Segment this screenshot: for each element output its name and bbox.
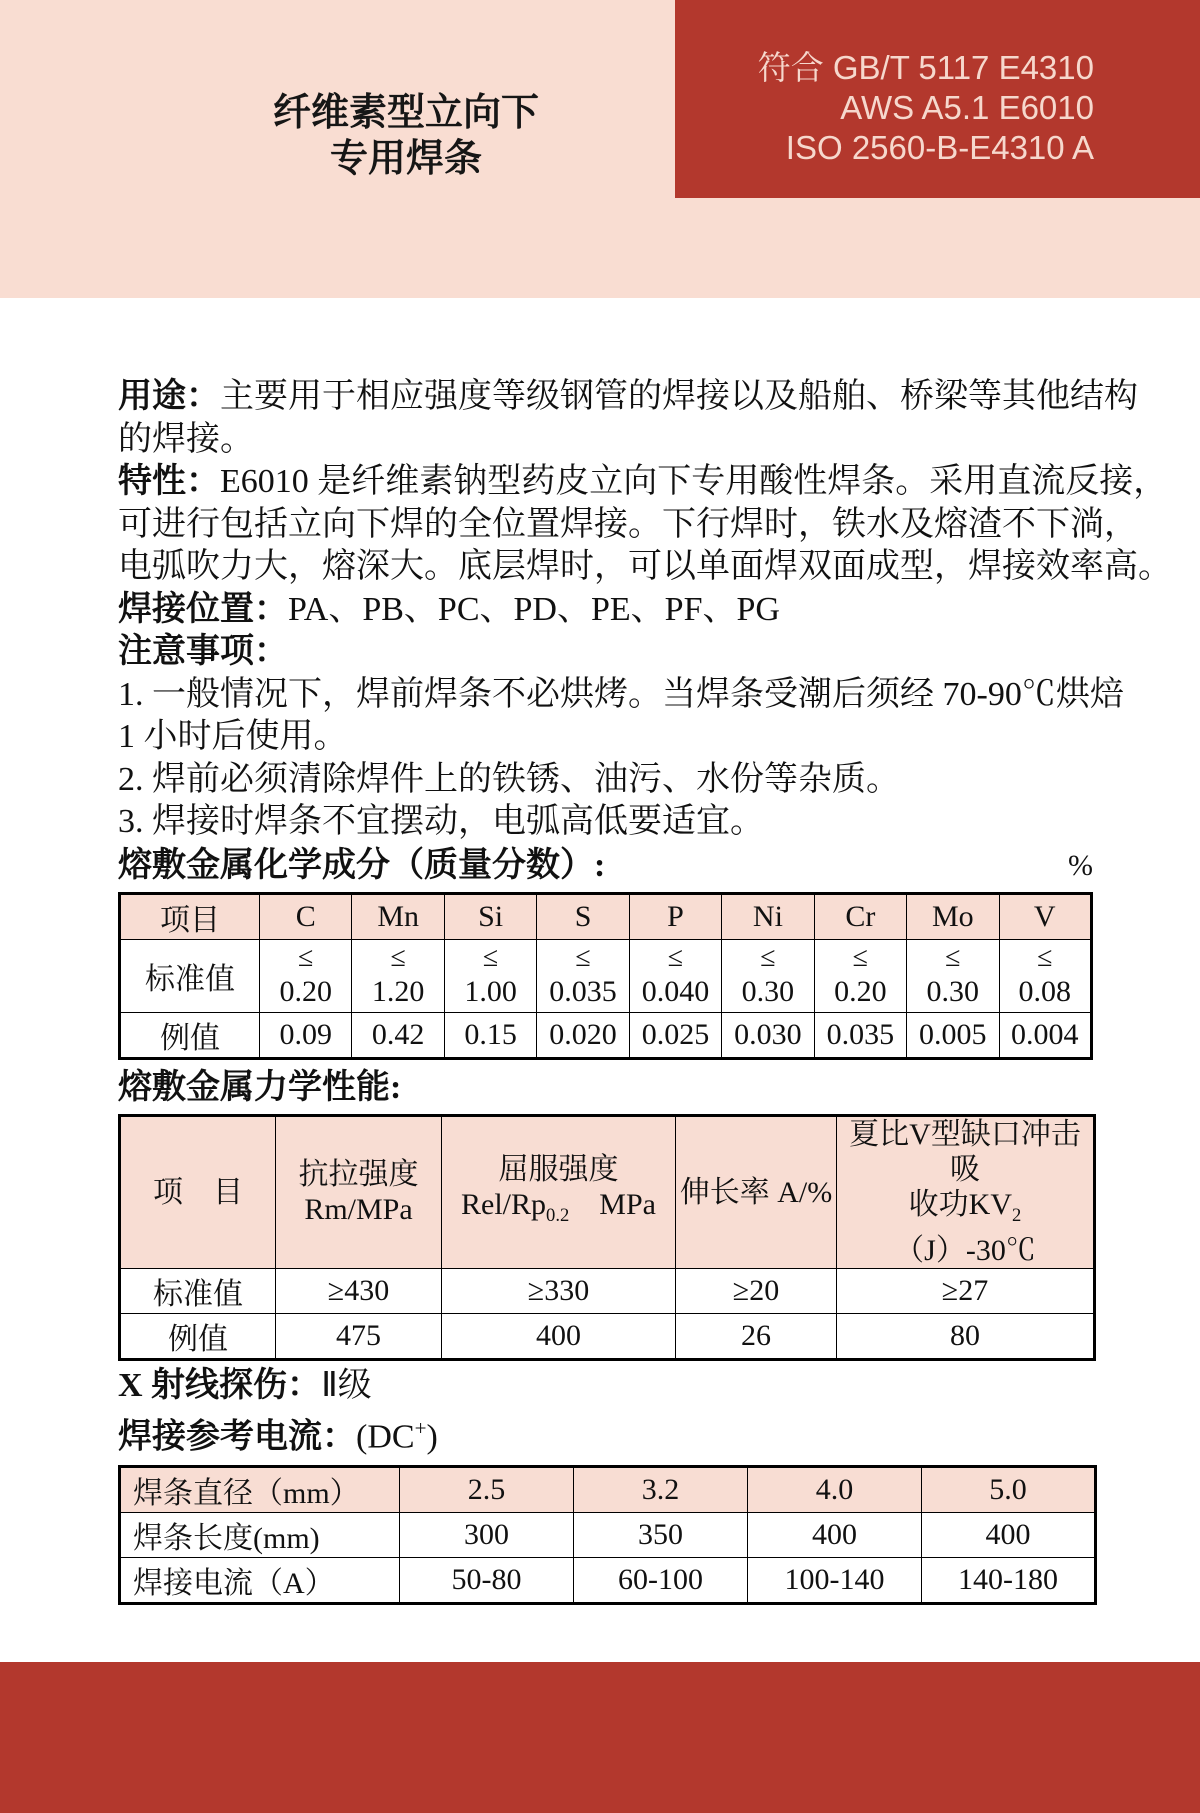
text-fragment: 主要用于相应强度等级钢管的焊接以及船舶、桥梁等其他结构 bbox=[220, 378, 1138, 415]
feature-line bbox=[118, 461, 1168, 504]
table-cell: 0.035 bbox=[814, 1012, 906, 1058]
table-cell: 140-180 bbox=[922, 1557, 1096, 1603]
table-cell: 标准值 bbox=[120, 1268, 276, 1313]
text-fragment: 特性： bbox=[118, 463, 220, 500]
usage-line bbox=[118, 419, 1093, 462]
standards-box bbox=[675, 0, 1200, 198]
table-cell: 475 bbox=[276, 1313, 442, 1359]
note-item bbox=[118, 674, 1124, 717]
text-fragment: 2. 焊前必须清除焊件上的铁锈、油污、水份等杂质。 bbox=[118, 760, 900, 798]
table-cell bbox=[722, 939, 814, 1012]
text-fragment: 屈服强度 bbox=[498, 1152, 619, 1186]
table-cell: 2.5 bbox=[400, 1466, 574, 1512]
text-fragment: 0.30 bbox=[741, 974, 795, 1008]
text-fragment: ≤ bbox=[390, 941, 406, 973]
table-cell bbox=[442, 1115, 676, 1268]
table-cell: Mn bbox=[352, 893, 444, 939]
text-fragment: Rel/Rp bbox=[461, 1187, 547, 1221]
text-fragment: ≤ bbox=[298, 941, 314, 973]
mech-section-title: 熔敷金属力学性能: bbox=[118, 1068, 402, 1106]
table-cell: 标准值 bbox=[120, 939, 260, 1012]
table-cell bbox=[629, 939, 721, 1012]
table-cell: 焊条长度(mm) bbox=[120, 1512, 400, 1557]
table-cell: 例值 bbox=[120, 1313, 276, 1359]
text-fragment: 0.040 bbox=[641, 974, 710, 1008]
text-fragment: 0.035 bbox=[549, 974, 617, 1008]
text-fragment: 3. 焊接时焊条不宜摆动，电弧高低要适宜。 bbox=[118, 803, 764, 840]
table-cell: 350 bbox=[574, 1512, 748, 1557]
table-cell: 0.005 bbox=[907, 1012, 999, 1058]
mech-header-row bbox=[120, 1115, 1095, 1268]
feature-line bbox=[118, 504, 1138, 547]
product-title-line1: 纤维素型立向下 bbox=[272, 92, 539, 134]
mech-standard-row bbox=[120, 1268, 1095, 1313]
reference-current-line bbox=[118, 1407, 1093, 1459]
mech-section-heading bbox=[118, 1068, 1093, 1108]
standard-gbt: 符合 GB/T 5117 E4310 bbox=[757, 49, 1094, 86]
table-cell bbox=[444, 939, 536, 1012]
text-fragment: 抗拉强度 bbox=[298, 1158, 419, 1191]
table-cell: 5.0 bbox=[922, 1466, 1096, 1512]
table-cell: ≥330 bbox=[442, 1268, 676, 1313]
table-cell: V bbox=[999, 893, 1092, 939]
table-cell: 100-140 bbox=[748, 1557, 922, 1603]
text-fragment: 的焊接。 bbox=[118, 420, 254, 458]
text-fragment: 用途： bbox=[118, 378, 220, 415]
chem-header-row bbox=[120, 893, 1092, 939]
table-cell: Mo bbox=[907, 893, 999, 939]
table-cell: 0.020 bbox=[537, 1012, 629, 1058]
table-cell: 400 bbox=[922, 1512, 1096, 1557]
chem-example-row bbox=[120, 1012, 1092, 1058]
table-cell: 300 bbox=[400, 1512, 574, 1557]
feature-line bbox=[118, 546, 1172, 589]
note-item bbox=[118, 716, 1093, 759]
table-cell: 60-100 bbox=[574, 1557, 748, 1603]
note-item bbox=[118, 801, 1093, 844]
table-cell: 项目 bbox=[120, 893, 260, 939]
table-cell: ≥27 bbox=[837, 1268, 1095, 1313]
table-cell: 0.42 bbox=[352, 1012, 444, 1058]
table-cell: 0.15 bbox=[444, 1012, 536, 1058]
table-cell bbox=[276, 1115, 442, 1268]
table-cell: 0.09 bbox=[260, 1012, 352, 1058]
table-cell: ≥430 bbox=[276, 1268, 442, 1313]
table-cell: 400 bbox=[442, 1313, 676, 1359]
current-length-row bbox=[120, 1512, 1096, 1557]
table-cell bbox=[907, 939, 999, 1012]
table-cell: 400 bbox=[748, 1512, 922, 1557]
text-fragment: PA、PB、PC、PD、PE、PF、PG bbox=[288, 590, 780, 628]
table-cell: Ni bbox=[722, 893, 814, 939]
table-cell: Si bbox=[444, 893, 536, 939]
table-cell: 80 bbox=[837, 1313, 1095, 1359]
text-fragment: 0.30 bbox=[926, 974, 980, 1008]
text-fragment: （J）-30℃ bbox=[894, 1233, 1036, 1267]
text-fragment bbox=[120, 1466, 1096, 1603]
table-cell: 3.2 bbox=[574, 1466, 748, 1512]
text-fragment: 电弧吹力大，熔深大。底层焊时，可以单面焊双面成型，焊接效率高。 bbox=[118, 548, 1172, 585]
table-cell bbox=[999, 939, 1092, 1012]
text-fragment: 0.20 bbox=[834, 974, 887, 1008]
notes-heading bbox=[118, 631, 1093, 674]
current-amps-row bbox=[120, 1557, 1096, 1603]
note-item bbox=[118, 759, 1093, 802]
text-fragment: ≤ bbox=[760, 941, 776, 973]
text-fragment: ≤ bbox=[482, 941, 499, 973]
table-cell: 0.004 bbox=[999, 1012, 1092, 1058]
text-fragment: X 射线探伤： bbox=[118, 1366, 322, 1404]
table-cell bbox=[537, 939, 629, 1012]
standard-aws: AWS A5.1 E6010 bbox=[840, 89, 1094, 126]
text-fragment: 1.20 bbox=[371, 974, 425, 1008]
table-cell: 例值 bbox=[120, 1012, 260, 1058]
body-content bbox=[0, 376, 1200, 1605]
text-fragment bbox=[839, 1187, 1091, 1268]
table-cell: 伸长率 A/% bbox=[676, 1115, 837, 1268]
table-cell: 焊接电流（A） bbox=[120, 1557, 400, 1603]
text-fragment: + bbox=[414, 1416, 427, 1440]
text-fragment bbox=[120, 1115, 1095, 1359]
text-fragment bbox=[120, 893, 1092, 1058]
text-fragment: ≤ bbox=[852, 941, 869, 973]
xray-line bbox=[118, 1365, 1093, 1408]
chem-section-heading bbox=[118, 846, 1093, 886]
text-fragment: ≤ bbox=[667, 941, 684, 973]
chemical-composition-table bbox=[118, 892, 1093, 1060]
text-fragment: E6010 是纤维素钠型药皮立向下专用酸性焊条。采用直流反接， bbox=[220, 463, 1168, 500]
table-cell bbox=[814, 939, 906, 1012]
text-fragment: 可进行包括立向下焊的全位置焊接。下行焊时，铁水及熔渣不下淌， bbox=[118, 505, 1138, 543]
text-fragment: ≤ bbox=[945, 941, 961, 973]
text-fragment: 焊接参考电流： bbox=[118, 1418, 356, 1456]
mech-example-row bbox=[120, 1313, 1095, 1359]
text-fragment: Ⅱ级 bbox=[321, 1366, 372, 1404]
text-fragment: 注意事项： bbox=[118, 633, 288, 670]
table-cell: C bbox=[260, 893, 352, 939]
text-fragment: 1.00 bbox=[464, 974, 517, 1008]
text-fragment bbox=[444, 1187, 673, 1233]
footer-bar bbox=[0, 1662, 1200, 1813]
welding-current-table bbox=[118, 1465, 1097, 1605]
text-fragment: (DC bbox=[356, 1418, 415, 1456]
text-fragment: 焊接位置： bbox=[118, 590, 288, 628]
page-header bbox=[0, 0, 1200, 298]
text-fragment: 0.20 bbox=[279, 974, 332, 1008]
table-cell: 0.025 bbox=[629, 1012, 721, 1058]
table-cell: 焊条直径（mm） bbox=[120, 1466, 400, 1512]
text-fragment: ) bbox=[426, 1418, 438, 1456]
text-fragment: 0.08 bbox=[1018, 974, 1071, 1008]
table-cell: S bbox=[537, 893, 629, 939]
usage-line bbox=[118, 376, 1138, 419]
product-title bbox=[231, 90, 581, 182]
standard-iso: ISO 2560-B-E4310 A bbox=[785, 129, 1094, 166]
mechanical-properties-table bbox=[118, 1114, 1096, 1361]
positions-line bbox=[118, 589, 1093, 632]
table-cell: 4.0 bbox=[748, 1466, 922, 1512]
table-cell: 0.030 bbox=[722, 1012, 814, 1058]
text-fragment: 0.2 bbox=[546, 1204, 570, 1226]
table-cell: P bbox=[629, 893, 721, 939]
table-cell: Cr bbox=[814, 893, 906, 939]
text-fragment: 2 bbox=[1012, 1204, 1022, 1226]
text-fragment: 1 小时后使用。 bbox=[118, 718, 348, 755]
text-fragment: ≤ bbox=[1037, 941, 1053, 973]
text-fragment: 1. 一般情况下，焊前焊条不必烘烤。当焊条受潮后须经 70-90℃烘焙 bbox=[118, 675, 1124, 713]
table-cell bbox=[837, 1115, 1095, 1268]
chem-section-title: 熔敷金属化学成分（质量分数）: bbox=[118, 846, 606, 884]
product-title-line2: 专用焊条 bbox=[329, 138, 482, 180]
table-cell bbox=[260, 939, 352, 1012]
chem-unit-percent: % bbox=[1068, 848, 1093, 882]
table-cell: ≥20 bbox=[676, 1268, 837, 1313]
chem-standard-row bbox=[120, 939, 1092, 1012]
table-cell: 项 目 bbox=[120, 1115, 276, 1268]
text-fragment: 夏比V型缺口冲击吸 bbox=[849, 1117, 1081, 1186]
table-cell: 26 bbox=[676, 1313, 837, 1359]
table-cell: 50-80 bbox=[400, 1557, 574, 1603]
current-diameter-row bbox=[120, 1466, 1096, 1512]
text-fragment: 收功KV bbox=[908, 1187, 1013, 1221]
text-fragment: Rm/MPa bbox=[304, 1193, 413, 1226]
text-fragment: ≤ bbox=[575, 941, 591, 973]
table-cell bbox=[352, 939, 444, 1012]
text-fragment: MPa bbox=[569, 1187, 656, 1221]
